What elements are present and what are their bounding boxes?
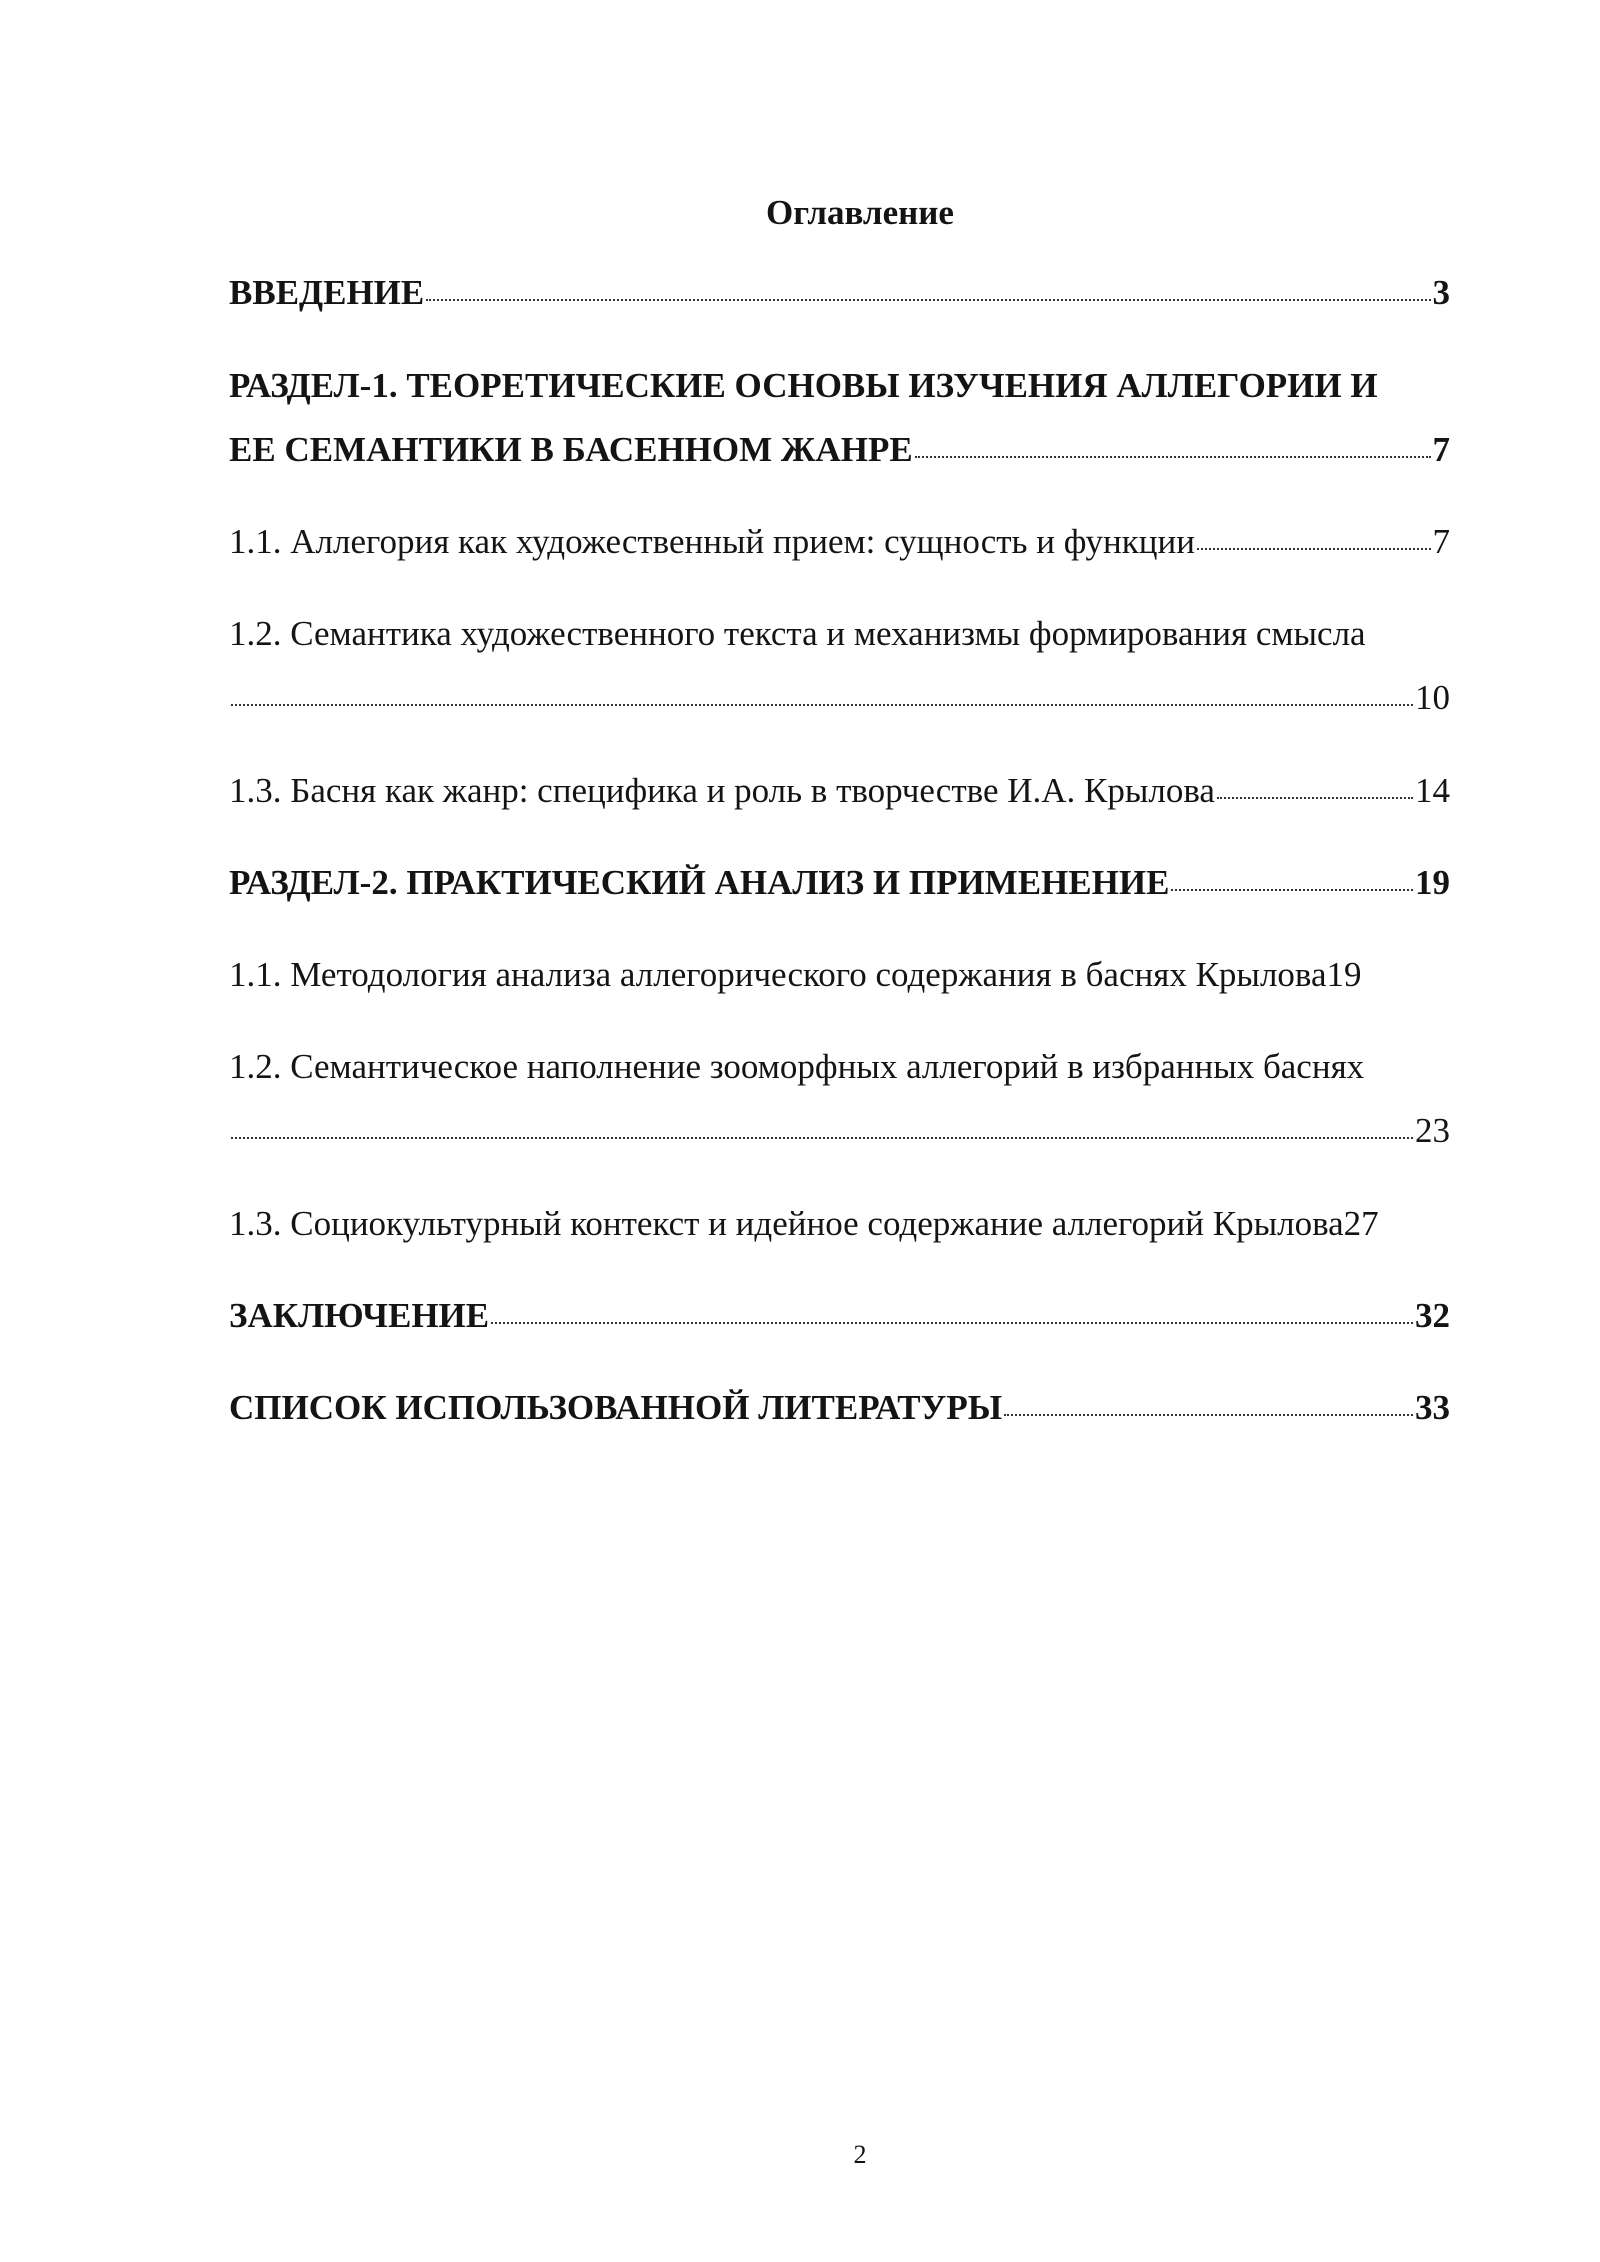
toc-entry-label: ЕЕ СЕМАНТИКИ В БАСЕННОМ ЖАНРЕ — [229, 430, 913, 469]
toc-entry-label: ВВЕДЕНИЕ — [229, 273, 425, 312]
dot-leader — [1197, 548, 1431, 550]
toc-entry-label-line1: 1.2. Семантическое наполнение зооморфных аллегорий в избранных баснях — [229, 1047, 1365, 1086]
toc-page-number: 19 — [1326, 955, 1362, 994]
dot-leader — [231, 1137, 1413, 1139]
toc-heading: Оглавление — [766, 193, 954, 232]
toc-entry-section-2[interactable] — [229, 863, 1450, 903]
toc-entry-label-line1: 1.2. Семантика художественного текста и механизмы формирования смысла — [229, 614, 1366, 653]
dot-leader — [1171, 889, 1413, 891]
toc-entry-2-3[interactable] — [229, 1204, 1379, 1244]
toc-page-number: 19 — [1415, 863, 1450, 902]
toc-entry-label: 1.3. Басня как жанр: специфика и роль в творчестве И.А. Крылова — [229, 771, 1215, 810]
dot-leader — [426, 299, 1430, 301]
dot-leader — [1217, 797, 1413, 799]
dot-leader — [231, 704, 1413, 706]
toc-entry-2-1[interactable] — [229, 955, 1362, 995]
toc-entry-introduction[interactable] — [229, 273, 1450, 313]
toc-entry-label: 1.3. Социокультурный контекст и идейное содержание аллегорий Крылова — [229, 1204, 1344, 1243]
toc-entry-label: РАЗДЕЛ-2. ПРАКТИЧЕСКИЙ АНАЛИЗ И ПРИМЕНЕНИЕ — [229, 863, 1170, 902]
toc-page-number: 7 — [1432, 522, 1450, 561]
toc-entry-section-1[interactable] — [229, 366, 1450, 470]
toc-entry-label-line1: РАЗДЕЛ-1. ТЕОРЕТИЧЕСКИЕ ОСНОВЫ ИЗУЧЕНИЯ АЛЛЕГОРИИ И — [229, 366, 1378, 405]
toc-entry-label: ЗАКЛЮЧЕНИЕ — [229, 1296, 490, 1335]
toc-page-number: 23 — [1415, 1111, 1450, 1150]
dot-leader — [915, 456, 1431, 458]
toc-page-number: 32 — [1415, 1296, 1450, 1335]
toc-page-number: 33 — [1415, 1388, 1450, 1427]
toc-page-number: 7 — [1432, 430, 1450, 469]
toc-page-number: 10 — [1415, 678, 1450, 717]
toc-entry-label: 1.1. Методология анализа аллегорического содержания в баснях Крылова — [229, 955, 1327, 994]
dot-leader — [1004, 1414, 1413, 1416]
toc-entry-label: 1.1. Аллегория как художественный прием: сущность и функции — [229, 522, 1195, 561]
toc-entry-1-1[interactable] — [229, 522, 1450, 562]
page-number-footer: 2 — [853, 2140, 867, 2169]
toc-entry-references[interactable] — [229, 1388, 1450, 1428]
toc-page-number: 3 — [1432, 273, 1450, 312]
toc-entry-1-3[interactable] — [229, 771, 1450, 811]
toc-entry-label: СПИСОК ИСПОЛЬЗОВАННОЙ ЛИТЕРАТУРЫ — [229, 1388, 1003, 1427]
toc-entry-1-2[interactable] — [229, 614, 1450, 718]
toc-page-number: 14 — [1415, 771, 1450, 810]
toc-entry-2-2[interactable] — [229, 1047, 1450, 1151]
toc-page-number: 27 — [1343, 1204, 1379, 1243]
dot-leader — [491, 1322, 1413, 1324]
toc-entry-conclusion[interactable] — [229, 1296, 1450, 1336]
